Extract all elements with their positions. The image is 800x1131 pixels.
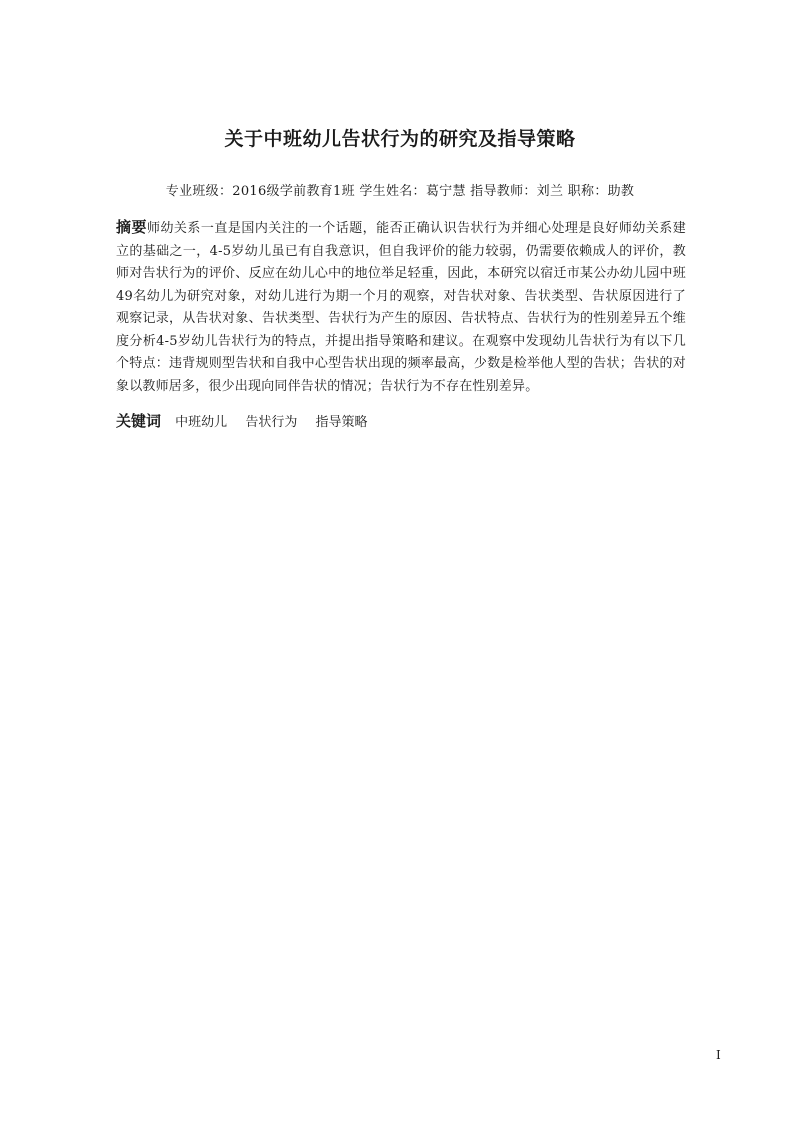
keyword-item: 中班幼儿 (175, 415, 228, 430)
abstract-section (116, 216, 686, 398)
keywords-label: 关键词 (116, 412, 162, 430)
keyword-item: 指导策略 (315, 415, 368, 430)
keyword-item: 告状行为 (245, 415, 298, 430)
abstract-label: 摘要 (116, 218, 147, 236)
abstract-text: 师幼关系一直是国内关注的一个话题，能否正确认识告状行为并细心处理是良好师幼关系建立的基础之一，4-5岁幼儿虽已有自我意识，但自我评价的能力较弱，仍需要依赖成人的评价，教师对告状行为的评价、反应在幼儿心中的地位举足轻重，因此，本研究以宿迁市某公办幼儿园中班49名幼儿为研究对象，对幼儿进行为期一个月的观察，对告状对象、告状类型、告状原因进行了观察记录，从告状对象、告状类型、告状行为产生的原因、告状特点、告状行为的性别差异五个维度分析4-5岁幼儿告状行为的特点，并提出指导策略和建议。在观察中发现幼儿告状行为有以下几个特点：违背规则型告状和自我中心型告状出现的频率最高，少数是检举他人型的告状；告状的对象以教师居多，很少出现向同伴告状的情况；告状行为不存在性别差异。 (116, 221, 686, 394)
keywords-section (116, 410, 686, 434)
page-number: I (716, 1048, 721, 1062)
paper-title: 关于中班幼儿告状行为的研究及指导策略 (224, 128, 576, 150)
author-info-line: 专业班级：2016级学前教育1班 学生姓名：葛宁慧 指导教师：刘兰 职称：助教 (165, 184, 635, 199)
